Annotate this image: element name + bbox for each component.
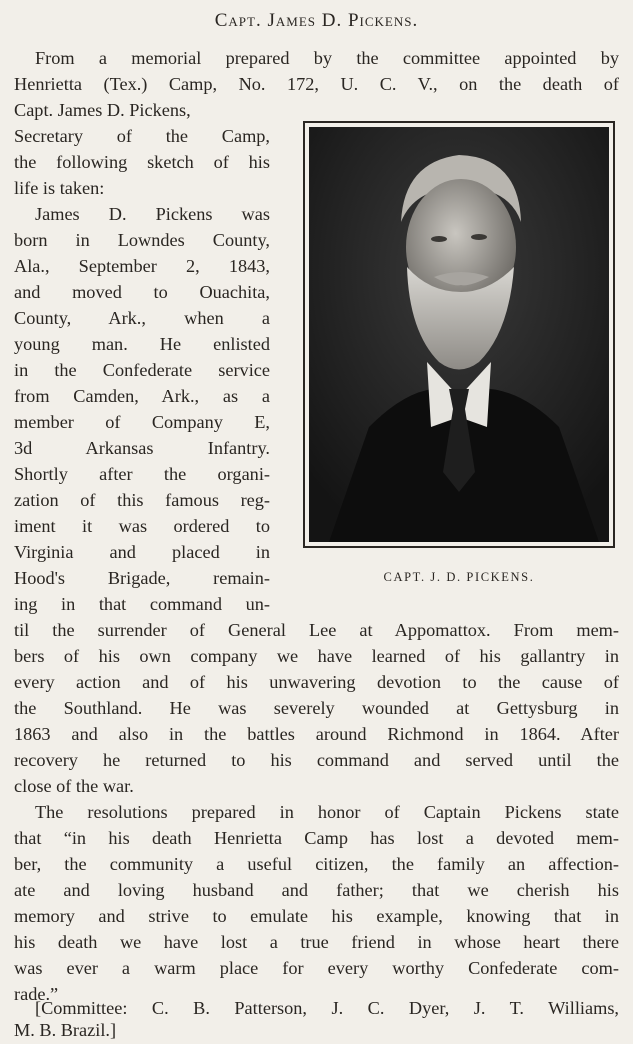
text-line: ate and loving husband and father; that we cherish his <box>14 880 619 900</box>
text-line: close of the war. <box>14 776 134 796</box>
article-title: Capt. James D. Pickens. <box>214 10 419 31</box>
text-line: in the Confederate service <box>14 360 270 380</box>
text-line: bers of his own company we have learned of his gallantry in <box>14 646 619 666</box>
text-line: The resolutions prepared in honor of Captain Pickens state <box>35 802 619 822</box>
text-line: County, Ark., when a <box>14 308 270 328</box>
photo-caption: CAPT. J. D. PICKENS. <box>383 570 535 584</box>
text-line: member of Company E, <box>14 412 270 432</box>
text-line: James D. Pickens was <box>35 204 270 224</box>
text-line: M. B. Brazil.] <box>14 1020 117 1040</box>
text-line: Hood's Brigade, remain- <box>14 568 270 588</box>
portrait-illustration <box>309 127 609 542</box>
text-line: Ala., September 2, 1843, <box>14 256 270 276</box>
text-line: zation of this famous reg- <box>14 490 270 510</box>
text-line: Secretary of the Camp, <box>14 126 270 146</box>
text-line: Henrietta (Tex.) Camp, No. 172, U. C. V., on the death of <box>14 74 619 94</box>
text-line: was ever a warm place for every worthy Confederate com- <box>14 958 619 978</box>
text-line: 3d Arkansas Infantry. <box>14 438 270 458</box>
text-line: Virginia and placed in <box>14 542 270 562</box>
portrait-photo <box>303 121 615 548</box>
text-line: born in Lowndes County, <box>14 230 270 250</box>
text-line: the following sketch of his <box>14 152 270 172</box>
text-line: from Camden, Ark., as a <box>14 386 270 406</box>
text-line: 1863 and also in the battles around Richmond in 1864. After <box>14 724 619 744</box>
text-line: Shortly after the organi- <box>14 464 270 484</box>
text-line: that “in his death Henrietta Camp has lost a devoted mem- <box>14 828 619 848</box>
text-line: his death we have lost a true friend in whose heart there <box>14 932 619 952</box>
text-line: memory and strive to emulate his example, knowing that in <box>14 906 619 926</box>
text-line: every action and of his unwavering devotion to the cause of <box>14 672 619 692</box>
text-line: the Southland. He was severely wounded at Gettysburg in <box>14 698 619 718</box>
text-line: iment it was ordered to <box>14 516 270 536</box>
text-line: til the surrender of General Lee at Appomattox. From mem- <box>14 620 619 640</box>
text-line: recovery he returned to his command and served until the <box>14 750 619 770</box>
text-line: [Committee: C. B. Patterson, J. C. Dyer, J. T. Williams, <box>35 998 619 1018</box>
text-line: ing in that command un- <box>14 594 270 614</box>
text-line: rade.” <box>14 984 59 1004</box>
portrait-image <box>309 127 609 542</box>
text-line: and moved to Ouachita, <box>14 282 270 302</box>
text-line: ber, the community a useful citizen, the family an affection- <box>14 854 619 874</box>
text-line: Capt. James D. Pickens, <box>14 100 191 120</box>
text-line: young man. He enlisted <box>14 334 270 354</box>
text-line: life is taken: <box>14 178 105 198</box>
text-line: From a memorial prepared by the committee appointed by <box>35 48 619 68</box>
